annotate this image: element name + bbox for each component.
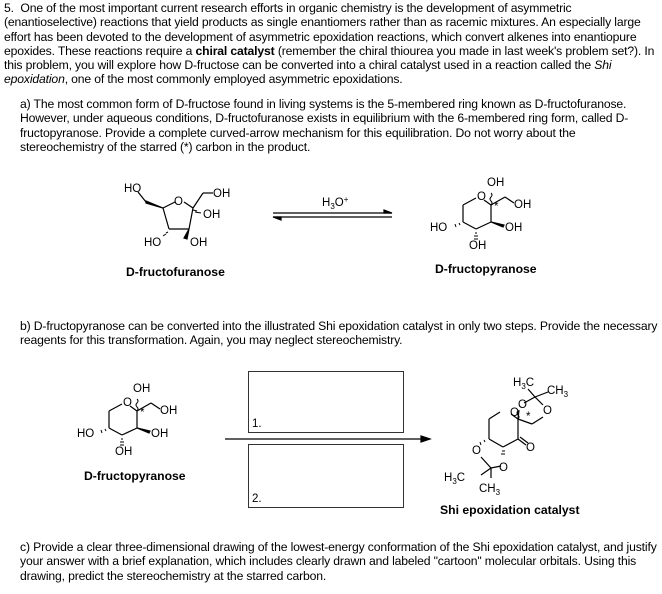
atom-oh: OH <box>203 209 221 221</box>
atom-oh: OH <box>160 405 178 417</box>
methyl-h3c: $H_3C$ <box>444 472 466 486</box>
chiral-catalyst-term: chiral catalyst <box>195 43 275 58</box>
fructopyranose-label-b: D-fructopyranose <box>84 469 186 483</box>
intro-text-1: One of the most important current research efforts in organic chemistry is the development of asymmetric (enantioselective) reactions that yield products as single enantiomers rather than as racemic mixtures. An especially large effort has been devoted to the development of asymmetric epoxidation reactions, which convert alkenes into enantiopure epoxides. These reactions require a <box>4 1 641 58</box>
step-2-answer-box[interactable] <box>248 444 404 508</box>
atom-oh: OH <box>151 428 169 440</box>
atom-oh: OH <box>133 383 151 395</box>
fructofuranose-label: D-fructofuranose <box>126 265 225 279</box>
atom-o: O <box>472 445 481 457</box>
atom-oh: OH <box>514 199 532 211</box>
atom-ho: HO <box>144 237 162 249</box>
part-b-text: b) D-fructopyranose can be converted into the illustrated Shi epoxidation catalyst in only two steps. Provide the necessary reagents for this transformation. Again, you may neglect stereochemistry. <box>20 319 658 348</box>
methyl-ch3: $CH_3$ <box>479 483 501 497</box>
atom-o: O <box>510 407 519 419</box>
atom-o: O <box>543 405 552 417</box>
atom-oh: OH <box>190 237 208 249</box>
star-icon: * <box>494 201 499 213</box>
shi-catalyst-structure <box>480 389 548 478</box>
part-a-text: a) The most common form of D-fructose found in living systems is the 5-membered ring known as D-fructofuranose. However, under aqueous conditions, D-fructofuranose exists in equilibrium with the 6-membered ring form, called D-fructopyranose. Provide a complete curved-arrow mechanism for this equilibration. Do not worry about the stereochemistry of the starred (*) carbon in the product. <box>20 97 629 154</box>
shi-catalyst-label: Shi epoxidation catalyst <box>440 503 580 517</box>
atom-ho: HO <box>77 428 95 440</box>
reagent-h3o-plus: $H_3O^+$ <box>322 195 349 211</box>
reaction-arrow-icon <box>225 436 430 442</box>
star-icon: * <box>526 411 531 423</box>
atom-o: O <box>518 399 527 411</box>
atom-oh: OH <box>213 188 231 200</box>
atom-ho: HO <box>124 183 142 195</box>
part-c-text: c) Provide a clear three-dimensional drawing of the lowest-energy conformation of the Shi epoxidation catalyst, and justify your answer with a brief explanation, which includes clearly drawn and labeled "cartoon" molecular orbitals. Using this drawing, predict the stereochemistry at the starred carbon. <box>20 540 657 583</box>
atom-o: O <box>123 397 132 409</box>
equilibrium-arrow-icon <box>273 210 392 220</box>
methyl-h3c: $H_3C$ <box>513 377 535 391</box>
methyl-ch3: $CH_3$ <box>547 385 569 399</box>
atom-oh: OH <box>505 222 523 234</box>
step-2-number: 2. <box>252 493 262 505</box>
atom-oh: OH <box>469 240 487 252</box>
step-1-answer-box[interactable] <box>248 371 404 433</box>
intro-text-2: (remember the chiral thiourea you made in last week's problem set?). In this problem, you will explore how D-fructose can be converted into a chiral catalyst used in a reaction called the <box>4 43 655 73</box>
atom-ho: HO <box>430 222 448 234</box>
star-icon: * <box>140 407 145 419</box>
fructopyranose-label: D-fructopyranose <box>435 262 537 276</box>
intro-text-3: , one of the most commonly employed asymmetric epoxidations. <box>64 72 403 87</box>
atom-oh: OH <box>487 177 505 189</box>
atom-o: O <box>174 196 183 208</box>
atom-o: O <box>499 462 508 474</box>
shi-epoxidation-term: Shi epoxidation <box>4 58 612 87</box>
step-1-number: 1. <box>252 418 262 430</box>
atom-o: O <box>526 442 535 454</box>
atom-o: O <box>477 191 486 203</box>
atom-oh: OH <box>115 446 133 458</box>
problem-number: 5. <box>4 1 14 15</box>
